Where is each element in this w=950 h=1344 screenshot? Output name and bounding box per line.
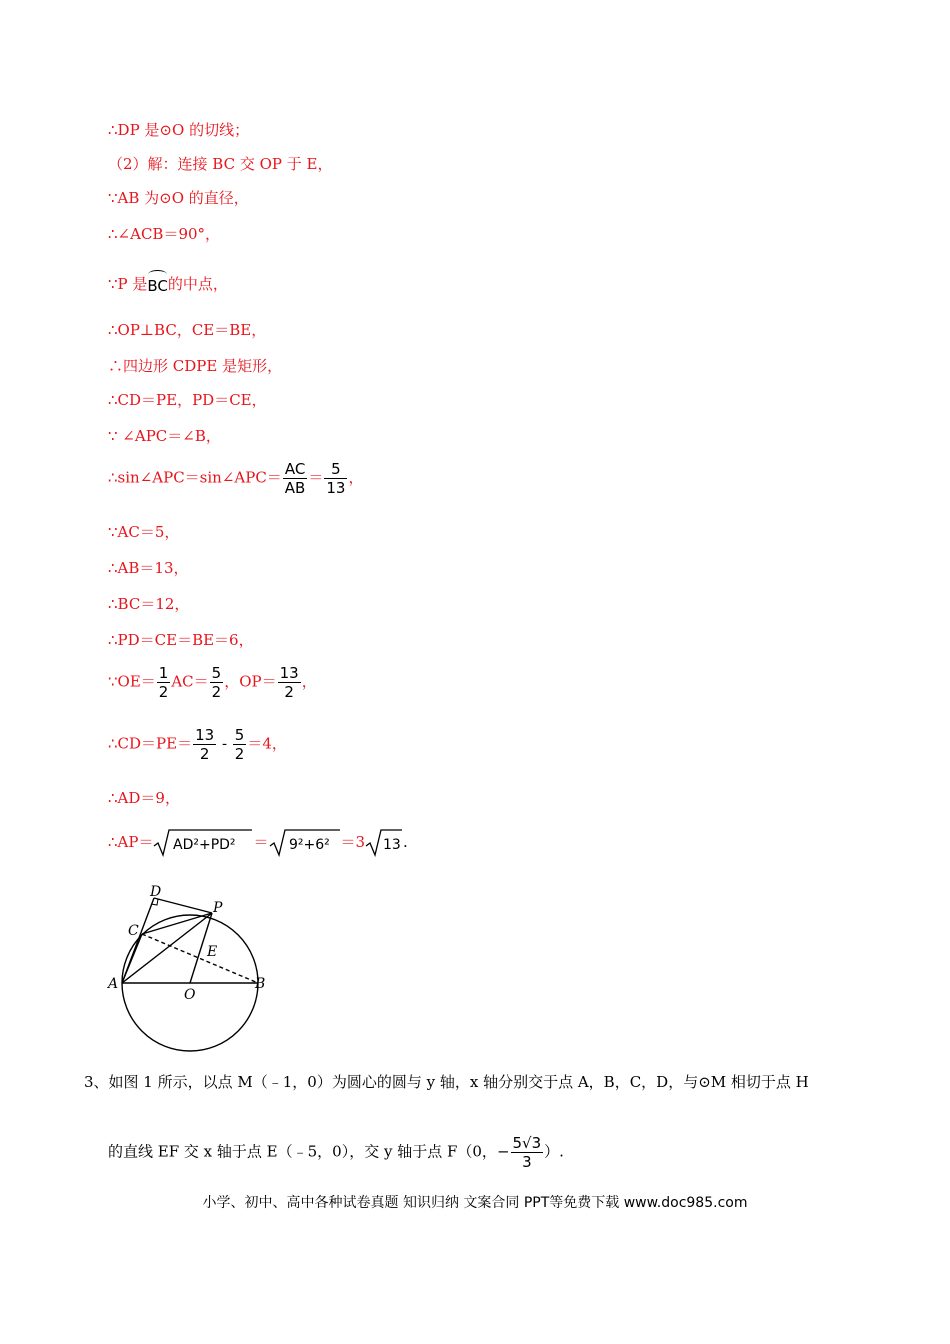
line-15-post: ， [301,672,317,691]
sqrt-ad2-pd2 [153,828,253,858]
line-16 [108,726,287,763]
fraction-denominator: 2 [199,745,210,763]
label-d: D [150,884,162,900]
line-3: ∵AB 为⊙O 的直径， [108,189,249,207]
fraction-numerator: AC [283,460,308,479]
fraction-numerator: 5 [324,460,347,479]
label-o: O [184,987,196,1003]
fraction-numerator: 5 [211,664,222,682]
minus-sign: − [496,1142,510,1161]
fraction-numerator: 13 [195,726,215,744]
question-3-line-2-pre: 的直线 EF 交 x 轴于点 E（﹣5，0），交 y 轴于点 F（0， [108,1142,497,1161]
equals-three: ＝3 [340,833,366,851]
label-c: C [128,923,139,939]
fraction-denominator: 13 [326,479,346,497]
arc-bc-label: BC [147,277,168,295]
equals-sign: ＝ [253,833,269,851]
fraction-numerator: 5 [234,726,245,744]
line-10-post: ， [348,468,364,487]
fraction-5sqrt3-3 [511,1134,544,1171]
question-3-line-1: 3、如图 1 所示，以点 M（﹣1，0）为圆心的圆与 y 轴，x 轴分别交于点 A，B，C，D，与⊙M 相切于点 H [84,1073,809,1091]
line-12: ∴AB＝13， [108,559,189,577]
line-16-pre: ∴CD＝PE＝ [108,734,193,753]
line-10-pre: ∴sin∠APC＝sin∠APC＝ [108,468,282,487]
fraction-numerator: 5√3 [512,1134,542,1152]
fraction-denominator: 2 [158,683,169,701]
label-a: A [108,976,119,992]
fraction-numerator: 13 [279,664,299,682]
radicand: AD²+PD² [173,837,237,853]
fraction-5-13 [324,460,347,497]
line-5-pre: ∵P 是 [108,275,148,293]
line-14: ∴PD＝CE＝BE＝6， [108,631,254,649]
line-2: （2）解：连接 BC 交 OP 于 E， [108,155,333,173]
minus-sign: - [217,734,232,753]
fraction-5-2 [233,726,247,763]
radicand: 13 [383,837,401,853]
line-11: ∵AC＝5， [108,523,180,541]
fraction-1-2 [157,664,171,701]
line-15-mid2: ，OP＝ [224,672,277,691]
line-15-mid1: AC＝ [171,672,209,691]
line-6: ∴OP⊥BC，CE＝BE， [108,321,267,339]
sqrt-9-6 [269,828,341,858]
line-18-post: . [403,833,408,851]
question-3-line-2 [108,1134,564,1171]
label-e: E [207,944,218,960]
fraction-13-2 [278,664,301,701]
line-9: ∵ ∠APC＝∠B， [108,427,221,445]
sqrt-13 [365,828,403,858]
line-4: ∴∠ACB＝90°， [108,225,221,243]
line-5 [108,270,228,296]
fraction-13-2 [193,726,216,763]
fraction-ac-ab [283,460,308,497]
fraction-5-2 [210,664,224,701]
fraction-denominator: 2 [211,683,222,701]
fraction-denominator: 3 [522,1153,532,1171]
line-17: ∴AD＝9， [108,789,180,807]
label-p: P [213,900,223,916]
question-3-line-2-post: ）. [544,1142,564,1161]
segment-dp [154,898,212,913]
line-15 [108,664,317,701]
line-15-pre: ∵OE＝ [108,672,156,691]
line-13: ∴BC＝12， [108,595,190,613]
fraction-denominator: 2 [284,683,294,701]
line-5-post: 的中点， [167,275,228,293]
line-10 [108,460,363,497]
line-8: ∴CD＝PE，PD＝CE， [108,391,267,409]
line-1: ∴DP 是⊙O 的切线； [108,121,250,139]
line-7: ∴四边形 CDPE 是矩形， [108,357,283,375]
equals-sign: ＝ [308,468,324,487]
line-18 [108,828,408,858]
geometry-figure [100,880,290,1055]
radicand: 9²+6² [288,837,330,853]
line-18-pre: ∴AP＝ [108,833,154,851]
fraction-denominator: AB [284,479,306,497]
fraction-denominator: 2 [234,745,245,763]
line-16-post: ＝4， [247,734,287,753]
page-footer: 小学、初中、高中各种试卷真题 知识归纳 文案合同 PPT等免费下载 www.doc985.com [202,1195,748,1211]
arc-bc [147,270,168,296]
fraction-numerator: 1 [158,664,169,682]
label-b: B [255,976,266,992]
segment-bc-dashed [142,934,258,983]
